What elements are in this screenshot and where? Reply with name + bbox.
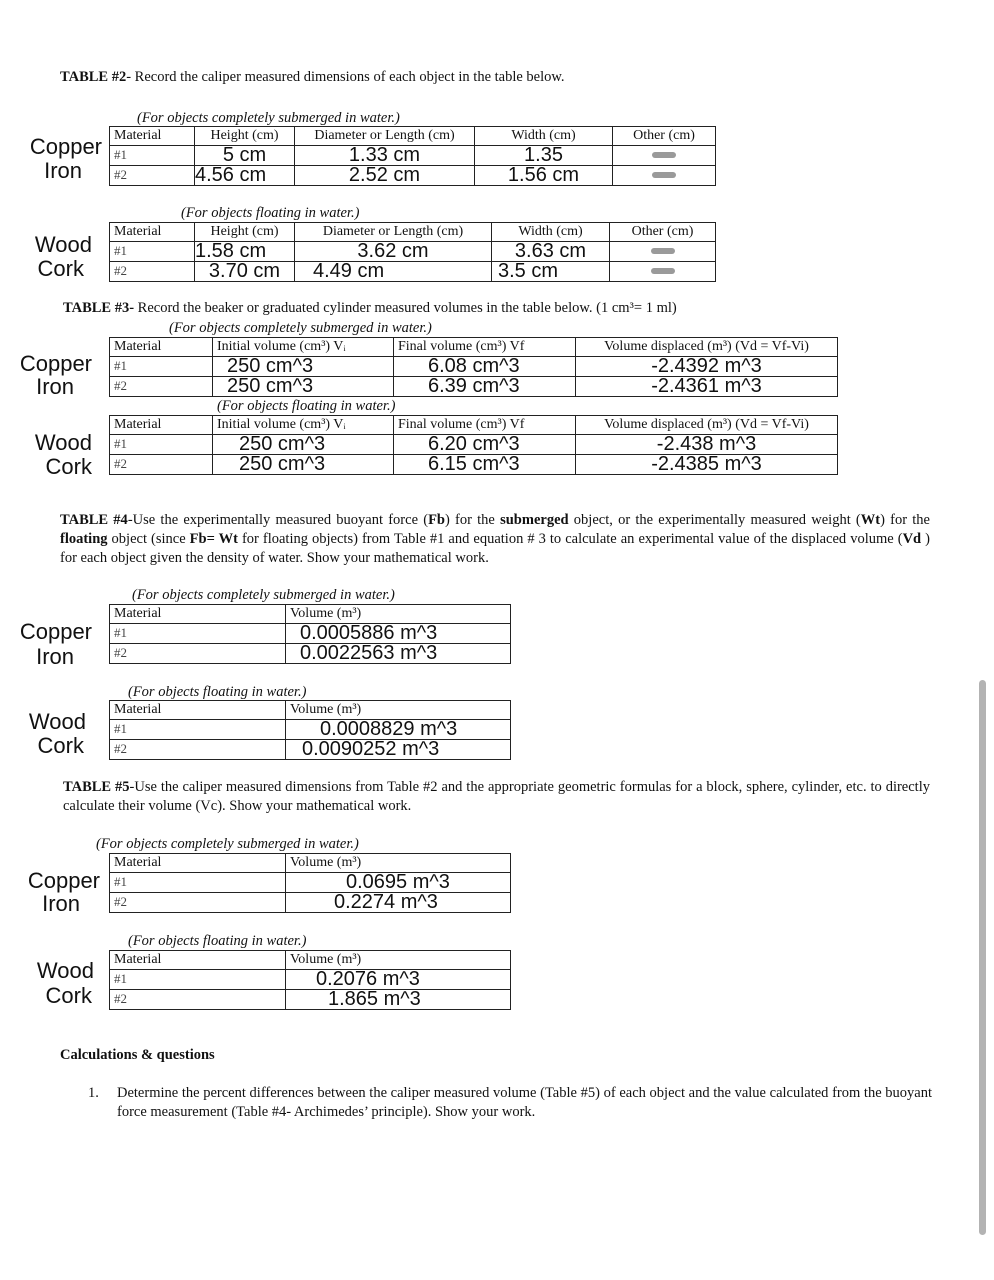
table2-title-rest: - Record the caliper measured dimensions of each object in the table below.	[126, 69, 565, 85]
table-row	[110, 262, 716, 282]
width-value: 1.35	[475, 146, 613, 166]
table4-floating	[109, 700, 511, 760]
table-row	[110, 893, 511, 913]
table2-title-bold: TABLE #2	[60, 69, 127, 85]
other-value	[613, 166, 716, 186]
volume-value: 0.0005886 m^3	[286, 624, 511, 644]
side-label-iron: Iron	[42, 891, 80, 916]
para-text: ) for the	[444, 512, 501, 528]
para-text: object, or the experimentally measured weight (	[568, 512, 861, 528]
side-label-wood: Wood	[34, 232, 92, 257]
para-text: for floating objects) from Table #1 and equation # 3 to calculate an experimental value of the displaced volume (	[237, 531, 903, 547]
para-text: ) for the	[880, 512, 930, 528]
table3-floating-caption: (For objects floating in water.)	[217, 398, 396, 414]
header-volume: Volume (m³)	[286, 701, 511, 720]
dash-mark	[651, 248, 675, 254]
header-material: Material	[110, 605, 286, 624]
para-symbol: Fb	[428, 512, 445, 528]
table-row	[110, 740, 511, 760]
row-id: #1	[110, 873, 286, 893]
height-value: 4.56 cm	[195, 166, 295, 186]
volume-value: 0.2274 m^3	[286, 893, 511, 913]
table4-submerged-caption: (For objects completely submerged in water.)	[132, 587, 395, 603]
header-other: Other (cm)	[610, 223, 716, 242]
table4-submerged	[109, 604, 511, 664]
side-label-iron: Iron	[36, 374, 74, 399]
table-header-row	[110, 701, 511, 720]
side-label-cork: Cork	[45, 983, 92, 1008]
header-initial-volume: Initial volume (cm³) Vᵢ	[213, 416, 394, 435]
header-volume: Volume (m³)	[286, 854, 511, 873]
row-id: #2	[110, 893, 286, 913]
volume-displaced-value: -2.438 m^3	[576, 435, 838, 455]
other-value	[610, 262, 716, 282]
row-id: #1	[110, 435, 213, 455]
volume-displaced-value: -2.4385 m^3	[576, 455, 838, 475]
volume-displaced-value: -2.4392 m^3	[576, 357, 838, 377]
table4-floating-caption: (For objects floating in water.)	[128, 684, 307, 700]
table-row	[110, 435, 838, 455]
para-text: -Use the experimentally measured buoyant force (	[127, 512, 429, 528]
side-label-cork: Cork	[37, 256, 84, 281]
header-volume-displaced: Volume displaced (m³) (Vd = Vf-Vi)	[576, 416, 838, 435]
header-final-volume: Final volume (cm³) Vf	[394, 416, 576, 435]
row-id: #2	[110, 166, 195, 186]
initial-volume-value: 250 cm^3	[213, 357, 394, 377]
table-row	[110, 720, 511, 740]
para-symbol: Wt	[860, 512, 881, 528]
initial-volume-value: 250 cm^3	[213, 455, 394, 475]
para-text: object (since	[107, 531, 190, 547]
other-value	[613, 146, 716, 166]
side-label-cork: Cork	[37, 733, 84, 758]
row-id: #1	[110, 242, 195, 262]
table3-floating	[109, 415, 838, 475]
row-id: #1	[110, 146, 195, 166]
calculations-heading: Calculations & questions	[60, 1047, 215, 1063]
row-id: #2	[110, 262, 195, 282]
height-value: 5 cm	[195, 146, 295, 166]
side-label-wood: Wood	[36, 958, 94, 983]
header-diameter: Diameter or Length (cm)	[295, 223, 492, 242]
volume-displaced-value: -2.4361 m^3	[576, 377, 838, 397]
side-label-copper: Copper	[29, 134, 102, 159]
table2-floating	[109, 222, 716, 282]
table-row	[110, 455, 838, 475]
side-label-iron: Iron	[44, 158, 82, 183]
para-emphasis: floating	[60, 531, 108, 547]
initial-volume-value: 250 cm^3	[213, 435, 394, 455]
table3-submerged-caption: (For objects completely submerged in water.)	[169, 320, 432, 336]
side-label-copper: Copper	[19, 351, 92, 376]
header-material: Material	[110, 338, 213, 357]
diameter-value: 2.52 cm	[295, 166, 475, 186]
table-row	[110, 624, 511, 644]
volume-value: 0.0090252 m^3	[286, 740, 511, 760]
other-value	[610, 242, 716, 262]
row-id: #2	[110, 990, 286, 1010]
side-label-copper: Copper	[19, 619, 92, 644]
side-label-wood: Wood	[34, 430, 92, 455]
question-1-text: Determine the percent differences between the caliper measured volume (Table #5) of each object and the value calculated from the buoyant force measurement (Table #4- Archimedes’ principle). Show your work.	[117, 1085, 932, 1120]
table-header-row	[110, 854, 511, 873]
diameter-value: 1.33 cm	[295, 146, 475, 166]
side-label-cork: Cork	[45, 454, 92, 479]
row-id: #1	[110, 970, 286, 990]
table-row	[110, 146, 716, 166]
header-height: Height (cm)	[195, 127, 295, 146]
question-1-number: 1.	[88, 1085, 99, 1101]
volume-value: 0.0695 m^3	[286, 873, 511, 893]
table-header-row	[110, 338, 838, 357]
header-final-volume: Final volume (cm³) Vf	[394, 338, 576, 357]
dash-mark	[652, 152, 676, 158]
header-volume-displaced: Volume displaced (m³) (Vd = Vf-Vi)	[576, 338, 838, 357]
table-header-row	[110, 223, 716, 242]
side-label-iron: Iron	[36, 644, 74, 669]
width-value: 3.5 cm	[492, 262, 610, 282]
table-header-row	[110, 605, 511, 624]
volume-value: 0.0022563 m^3	[286, 644, 511, 664]
diameter-value: 3.62 cm	[295, 242, 492, 262]
header-material: Material	[110, 854, 286, 873]
para-text: ) for each object given the density of water. Show your mathematical work.	[60, 531, 930, 566]
header-initial-volume: Initial volume (cm³) Vᵢ	[213, 338, 394, 357]
table2-floating-caption: (For objects floating in water.)	[181, 205, 360, 221]
header-other: Other (cm)	[613, 127, 716, 146]
header-material: Material	[110, 416, 213, 435]
row-id: #2	[110, 455, 213, 475]
table3-title	[63, 299, 677, 318]
header-material: Material	[110, 951, 286, 970]
table3-title-rest: Record the beaker or graduated cylinder measured volumes in the table below. (1 cm³= 1 ml)	[134, 300, 677, 316]
row-id: #2	[110, 377, 213, 397]
table4-title-bold: TABLE #4	[60, 512, 128, 528]
table5-submerged-caption: (For objects completely submerged in water.)	[96, 836, 359, 852]
table-row	[110, 644, 511, 664]
dash-mark	[652, 172, 676, 178]
table-row	[110, 970, 511, 990]
final-volume-value: 6.15 cm^3	[394, 455, 576, 475]
para-symbol: Fb= Wt	[189, 531, 238, 547]
initial-volume-value: 250 cm^3	[213, 377, 394, 397]
table5-title-bold: TABLE #5	[63, 779, 130, 795]
table5-submerged	[109, 853, 511, 913]
diameter-value: 4.49 cm	[295, 262, 492, 282]
height-value: 3.70 cm	[195, 262, 295, 282]
volume-value: 1.865 m^3	[286, 990, 511, 1010]
table3-submerged	[109, 337, 838, 397]
height-value: 1.58 cm	[195, 242, 295, 262]
table-header-row	[110, 416, 838, 435]
table5-floating-caption: (For objects floating in water.)	[128, 933, 307, 949]
table-row	[110, 242, 716, 262]
header-material: Material	[110, 701, 286, 720]
table5-floating	[109, 950, 511, 1010]
para-symbol: Vd	[902, 531, 922, 547]
header-height: Height (cm)	[195, 223, 295, 242]
header-volume: Volume (m³)	[286, 951, 511, 970]
table-header-row	[110, 127, 716, 146]
table3-title-bold: TABLE #3-	[63, 300, 135, 316]
vertical-scrollbar[interactable]	[979, 680, 986, 1235]
final-volume-value: 6.39 cm^3	[394, 377, 576, 397]
para-emphasis: submerged	[500, 512, 569, 528]
table5-instructions	[63, 778, 930, 816]
dash-mark	[651, 268, 675, 274]
side-label-copper: Copper	[27, 868, 100, 893]
table5-instructions-text: -Use the caliper measured dimensions from Table #2 and the appropriate geometric formulas for a block, sphere, cylinder, etc. to directly calculate their volume (Vc). Show your mathematical work.	[63, 779, 930, 814]
table-row	[110, 357, 838, 377]
header-width: Width (cm)	[475, 127, 613, 146]
table-row	[110, 873, 511, 893]
table4-instructions	[60, 511, 930, 568]
row-id: #2	[110, 740, 286, 760]
table2-submerged-caption: (For objects completely submerged in water.)	[137, 110, 400, 126]
header-material: Material	[110, 223, 195, 242]
table2-submerged	[109, 126, 716, 186]
header-material: Material	[110, 127, 195, 146]
table-header-row	[110, 951, 511, 970]
row-id: #1	[110, 357, 213, 377]
volume-value: 0.0008829 m^3	[286, 720, 511, 740]
width-value: 3.63 cm	[492, 242, 610, 262]
side-label-wood: Wood	[28, 709, 86, 734]
table-row	[110, 166, 716, 186]
final-volume-value: 6.08 cm^3	[394, 357, 576, 377]
table-row	[110, 377, 838, 397]
volume-value: 0.2076 m^3	[286, 970, 511, 990]
header-width: Width (cm)	[492, 223, 610, 242]
row-id: #2	[110, 644, 286, 664]
header-volume: Volume (m³)	[286, 605, 511, 624]
row-id: #1	[110, 624, 286, 644]
final-volume-value: 6.20 cm^3	[394, 435, 576, 455]
row-id: #1	[110, 720, 286, 740]
table-row	[110, 990, 511, 1010]
table2-title	[60, 68, 565, 87]
header-diameter: Diameter or Length (cm)	[295, 127, 475, 146]
width-value: 1.56 cm	[475, 166, 613, 186]
